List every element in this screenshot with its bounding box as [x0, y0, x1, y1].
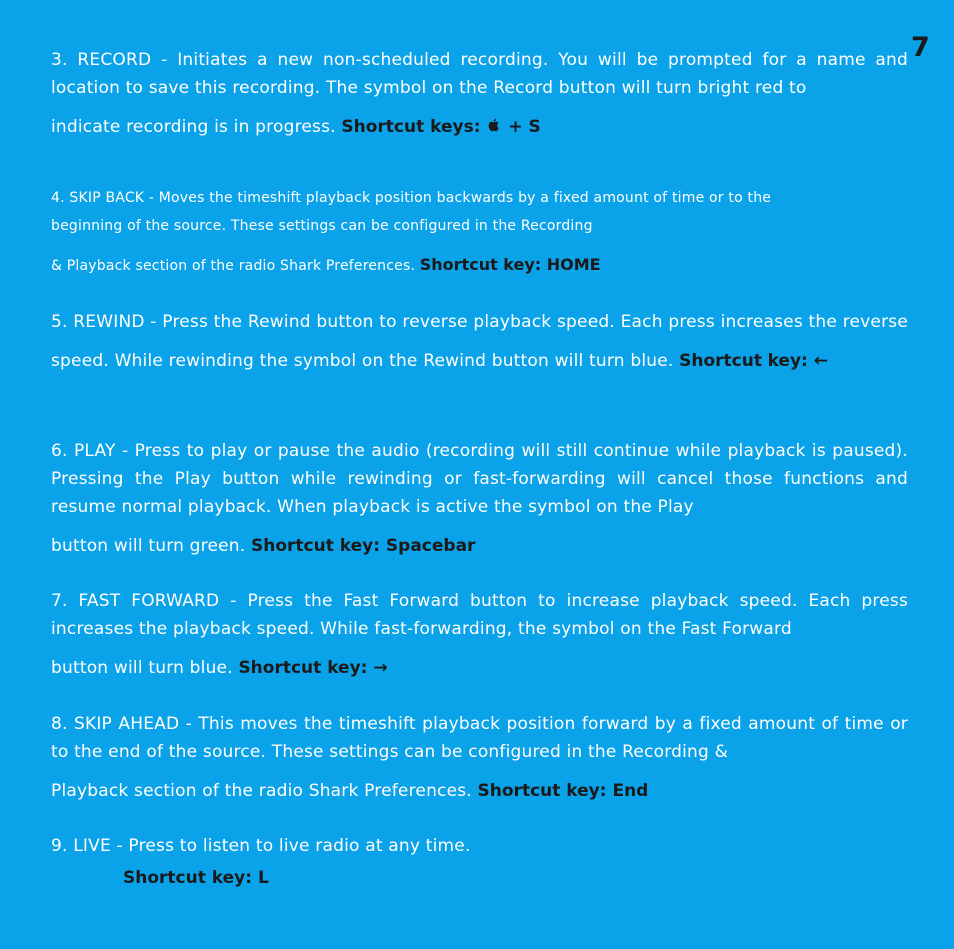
- record-shortcut-suffix: + S: [508, 117, 541, 137]
- item-skip-ahead: [51, 710, 908, 805]
- play-shortcut: Shortcut key: Spacebar: [250, 536, 476, 556]
- item-record: [51, 46, 908, 141]
- skip-back-shortcut: Shortcut key: HOME: [419, 255, 601, 274]
- rewind-description: 5. REWIND - Press the Rewind button to reverse playback speed. Each press increases the: [51, 312, 838, 332]
- play-description-end: button will turn green.: [51, 536, 246, 556]
- record-description-end: indicate recording is in progress.: [51, 117, 336, 137]
- rewind-description-mid: reverse speed. While rewinding the symbol on the Rewind button will turn blue.: [51, 312, 908, 371]
- live-description: 9. LIVE - Press to listen to live radio at any time.: [51, 836, 471, 856]
- live-shortcut: Shortcut key: L: [123, 868, 269, 888]
- skip-ahead-description: 8. SKIP AHEAD - This moves the timeshift playback position forward by a fixed amount of time or to the end of the source. These settings can be configured in the Recording &: [51, 714, 908, 762]
- item-skip-back: [51, 184, 811, 280]
- record-description: 3. RECORD - Initiates a new non-scheduled recording. You will be prompted for a name and location to save this recording. The symbol on the Record button will turn bright red to: [51, 50, 908, 98]
- skip-ahead-description-end: Playback section of the radio Shark Preferences.: [51, 781, 472, 801]
- record-shortcut: [341, 117, 540, 137]
- item-fast-forward: [51, 587, 908, 682]
- item-live: [51, 833, 908, 891]
- play-description: 6. PLAY - Press to play or pause the audio (recording will still continue while playback is paused). Pressing the Play button while rewinding or fast-forwarding will cancel those functions and resume normal playback. When playback is active the symbol on the Play: [51, 441, 908, 517]
- skip-back-description: 4. SKIP BACK - Moves the timeshift playback position backwards by a fixed amount of time or to the beginning of the source. These settings can be configured in the Recording: [51, 190, 772, 234]
- rewind-shortcut-b: key: ←: [767, 351, 828, 371]
- fast-forward-description: 7. FAST FORWARD - Press the Fast Forward button to increase playback speed. Each press increases the playback speed. While fast-forwarding, the symbol on the Fast Forward: [51, 591, 908, 639]
- skip-back-description-end: & Playback section of the radio Shark Preferences.: [51, 258, 416, 274]
- apple-command-icon: [486, 117, 502, 133]
- fast-forward-description-end: button will turn blue.: [51, 658, 233, 678]
- fast-forward-shortcut: Shortcut key: →: [238, 658, 388, 678]
- skip-ahead-shortcut: Shortcut key: End: [477, 781, 649, 801]
- rewind-shortcut-a: Shortcut: [679, 351, 762, 371]
- item-play: [51, 437, 908, 560]
- item-rewind: [51, 303, 908, 381]
- record-shortcut-label: Shortcut keys:: [341, 117, 481, 137]
- page-number: 7: [911, 32, 930, 63]
